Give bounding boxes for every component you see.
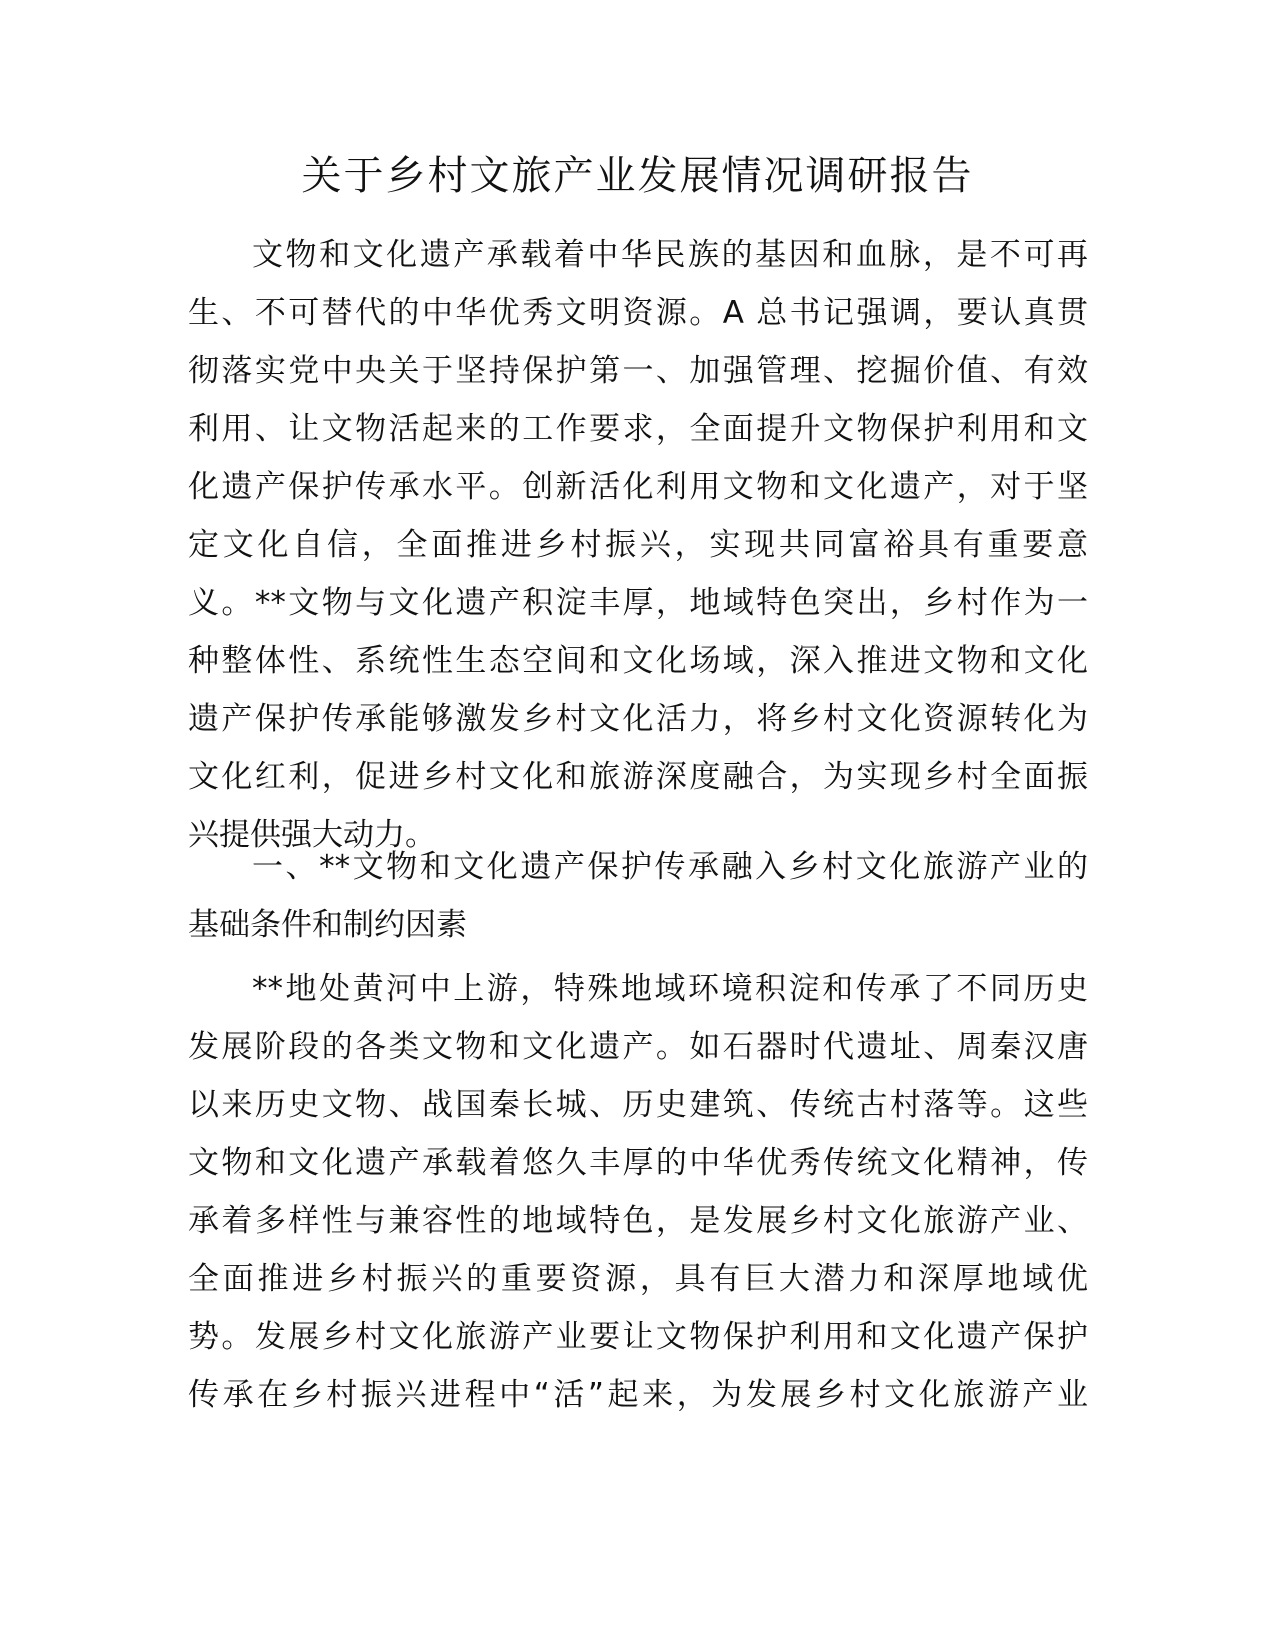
intro-paragraph [188, 226, 1088, 864]
paragraph-line: 种整体性、系统性生态空间和文化场域，深入推进文物和文化 [188, 643, 1088, 679]
paragraph-line: 发展阶段的各类文物和文化遗产。如石器时代遗址、周秦汉唐 [188, 1029, 1088, 1065]
paragraph-line: 承着多样性与兼容性的地域特色，是发展乡村文化旅游产业、 [188, 1203, 1088, 1239]
paragraph-line: 定文化自信，全面推进乡村振兴，实现共同富裕具有重要意 [188, 527, 1088, 563]
heading-line: 基础条件和制约因素 [188, 907, 467, 943]
section-heading [188, 838, 1088, 954]
document-title: 关于乡村文旅产业发展情况调研报告 [301, 153, 974, 199]
paragraph-line: 文物和文化遗产承载着中华民族的基因和血脉，是不可再 [252, 237, 1088, 273]
paragraph-line: **地处黄河中上游，特殊地域环境积淀和传承了不同历史 [252, 971, 1088, 1007]
paragraph-line: 化遗产保护传承水平。创新活化利用文物和文化遗产，对于坚 [188, 469, 1088, 505]
paragraph-line: 以来历史文物、战国秦长城、历史建筑、传统古村落等。这些 [188, 1087, 1088, 1123]
paragraph-line: 义。**文物与文化遗产积淀丰厚，地域特色突出，乡村作为一 [188, 585, 1088, 621]
body-paragraph [188, 960, 1088, 1424]
paragraph-line: 遗产保护传承能够激发乡村文化活力，将乡村文化资源转化为 [188, 701, 1088, 737]
paragraph-line: 文化红利，促进乡村文化和旅游深度融合，为实现乡村全面振 [188, 759, 1088, 795]
paragraph-line: 生、不可替代的中华优秀文明资源。A 总书记强调，要认真贯 [188, 295, 1088, 331]
paragraph-line: 传承在乡村振兴进程中“活”起来，为发展乡村文化旅游产业 [188, 1377, 1088, 1413]
paragraph-line: 文物和文化遗产承载着悠久丰厚的中华优秀传统文化精神，传 [188, 1145, 1088, 1181]
heading-line: 一、**文物和文化遗产保护传承融入乡村文化旅游产业的 [252, 849, 1088, 885]
paragraph-line: 兴提供强大动力。 [188, 817, 436, 853]
paragraph-line: 彻落实党中央关于坚持保护第一、加强管理、挖掘价值、有效 [188, 353, 1088, 389]
paragraph-line: 势。发展乡村文化旅游产业要让文物保护利用和文化遗产保护 [188, 1319, 1088, 1355]
paragraph-line: 利用、让文物活起来的工作要求，全面提升文物保护利用和文 [188, 411, 1088, 447]
paragraph-line: 全面推进乡村振兴的重要资源，具有巨大潜力和深厚地域优 [188, 1261, 1088, 1297]
